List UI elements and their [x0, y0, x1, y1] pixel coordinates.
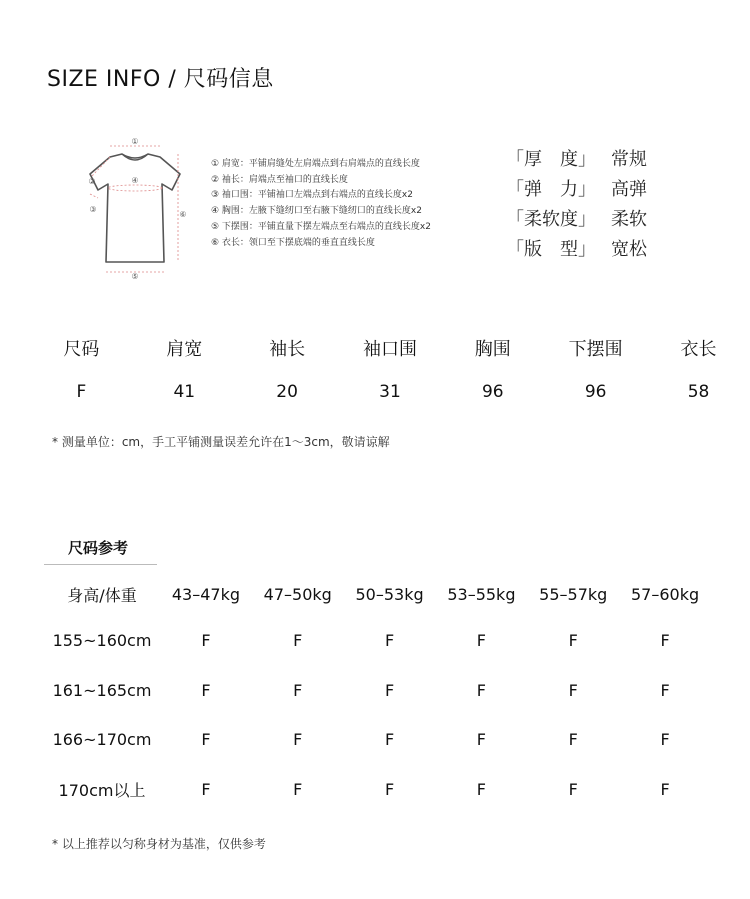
table-cell: 58 [687, 382, 710, 402]
table-cell: 161~165cm [52, 680, 152, 700]
page-title: SIZE INFO / 尺码信息 [47, 67, 274, 92]
property-value: 柔软 [611, 209, 647, 230]
measurement-note: * 测量单位：cm，手工平铺测量误差允许在1～3cm，敬请谅解 [52, 435, 390, 449]
size-reference-table [44, 572, 711, 814]
legend-item: ④ 胸围：左腋下缝纫口至右腋下缝纫口的直线长度x2 [211, 206, 422, 217]
size-table-header [30, 334, 750, 362]
table-cell: 31 [379, 382, 401, 402]
header-cell: 43–47kg [171, 584, 240, 604]
tshirt-measurement-diagram [84, 132, 204, 280]
diagram-marker-2: ② [88, 177, 96, 186]
property-label: 「厚 度」 [506, 149, 596, 170]
section-divider [44, 564, 157, 565]
diagram-marker-5: ⑤ [131, 272, 139, 280]
legend-item: ⑥ 衣长：领口至下摆底端的垂直直线长度 [211, 237, 375, 248]
header-cell: 身高/体重 [67, 585, 137, 605]
header-cell: 袖口围 [362, 339, 417, 360]
table-cell: F [201, 730, 211, 750]
table-cell: F [201, 779, 211, 799]
diagram-marker-4: ④ [131, 176, 139, 185]
property-value: 宽松 [611, 239, 647, 260]
table-row [44, 765, 711, 815]
table-cell: F [201, 631, 211, 651]
table-cell: 96 [481, 382, 504, 402]
property-label: 「柔软度」 [506, 209, 596, 230]
header-cell: 袖长 [269, 339, 306, 360]
table-row [44, 666, 711, 716]
header-cell: 胸围 [474, 339, 511, 360]
header-cell: 肩宽 [166, 339, 203, 360]
table-cell: 20 [276, 382, 298, 402]
table-cell: F [660, 680, 670, 700]
property-value: 高弹 [611, 179, 647, 200]
reference-header [44, 572, 711, 616]
property-label: 「弹 力」 [506, 179, 596, 200]
table-cell: F [476, 631, 486, 651]
property-row [506, 205, 647, 235]
table-cell: F [476, 779, 486, 799]
legend-item: ① 肩宽：平铺肩缝处左肩端点到右肩端点的直线长度 [211, 159, 420, 169]
property-label: 「版 型」 [506, 239, 596, 260]
table-cell: F [660, 631, 670, 651]
table-cell: F [293, 631, 303, 651]
table-cell: F [660, 730, 670, 750]
table-cell: F [76, 382, 87, 402]
diagram-marker-6: ⑥ [179, 210, 187, 219]
table-cell: F [384, 680, 395, 700]
table-cell: 96 [584, 382, 607, 402]
table-row [44, 715, 711, 765]
table-cell: 166~170cm [52, 730, 152, 750]
table-cell: 41 [173, 382, 196, 402]
recommendation-note: * 以上推荐以匀称身材为基准，仅供参考 [52, 837, 266, 851]
table-cell: F [384, 779, 395, 799]
table-cell: 155~160cm [52, 631, 152, 651]
header-cell: 衣长 [680, 339, 717, 360]
table-cell: F [293, 730, 303, 750]
table-cell: F [293, 779, 303, 799]
legend-item: ⑤ 下摆围：平铺直量下摆左端点至右端点的直线长度x2 [211, 221, 431, 232]
table-row [30, 362, 750, 422]
table-cell: F [293, 680, 303, 700]
table-cell: F [201, 680, 211, 700]
header-cell: 53–55kg [447, 584, 516, 604]
legend-item: ② 袖长：肩端点至袖口的直线长度 [211, 174, 348, 185]
table-cell: F [476, 680, 486, 700]
header-cell: 下摆围 [568, 339, 623, 360]
table-cell: F [568, 631, 578, 651]
header-cell: 尺码 [63, 339, 100, 360]
measurement-legend [211, 157, 431, 251]
diagram-marker-1: ① [131, 137, 139, 146]
table-cell: F [384, 730, 395, 750]
property-value: 常规 [611, 149, 647, 170]
fabric-properties [506, 145, 647, 265]
table-cell: F [660, 779, 670, 799]
table-cell: F [568, 680, 578, 700]
table-cell: F [568, 730, 578, 750]
header-cell: 55–57kg [539, 584, 608, 604]
table-cell: 170cm以上 [58, 780, 146, 800]
table-row [44, 616, 711, 666]
tshirt-outline-icon [90, 154, 180, 262]
property-row [506, 235, 647, 265]
property-row [506, 175, 647, 205]
size-table [30, 334, 750, 422]
legend-item: ③ 袖口围：平铺袖口左端点到右端点的直线长度x2 [211, 190, 413, 201]
table-cell: F [476, 730, 486, 750]
size-reference-title: 尺码参考 [68, 539, 129, 557]
table-cell: F [568, 779, 578, 799]
header-cell: 57–60kg [631, 584, 700, 604]
header-cell: 50–53kg [355, 584, 424, 604]
diagram-marker-3: ③ [89, 205, 97, 214]
header-cell: 47–50kg [263, 584, 332, 604]
property-row [506, 145, 647, 175]
table-cell: F [384, 631, 395, 651]
